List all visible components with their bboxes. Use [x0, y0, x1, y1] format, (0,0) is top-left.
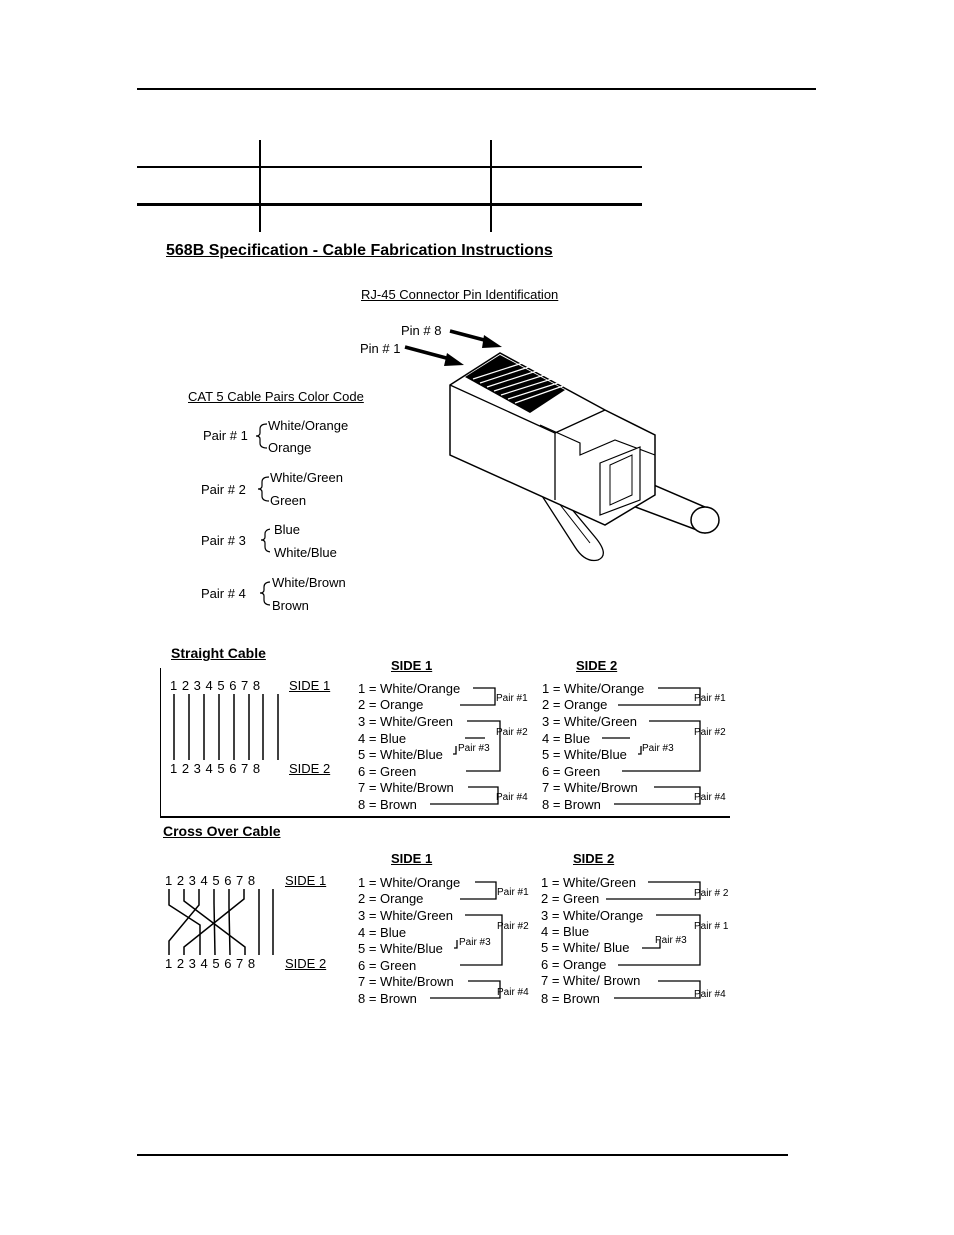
straight-s1-pair3: Pair #3	[458, 743, 490, 754]
straight-bottom-rule	[160, 816, 730, 818]
cross-s2-pin4: 4 = Blue	[541, 924, 590, 939]
pair2-label: Pair # 2	[201, 482, 246, 497]
page-title: 568B Specification - Cable Fabrication Instructions	[166, 242, 553, 259]
cross-s1-pair4: Pair #4	[497, 987, 529, 998]
cross-side1-pair-brackets	[420, 874, 520, 1004]
straight-s2-pair2: Pair #2	[694, 727, 726, 738]
straight-side1-header: SIDE 1	[391, 658, 433, 673]
crossover-wiring-diagram	[160, 885, 290, 957]
straight-side1-pair-brackets	[420, 680, 520, 810]
pair4-color-a: White/Brown	[272, 575, 346, 590]
cross-s2-pair-d: Pair #4	[694, 989, 726, 1000]
cross-pins-bottom: 1 2 3 4 5 6 7 8	[165, 956, 256, 971]
cross-s1-pin2: 2 = Orange	[358, 891, 424, 906]
cross-s1-pair3: Pair #3	[459, 937, 491, 948]
cross-s1-pin5: 5 = White/Blue	[358, 941, 443, 956]
cross-s1-pair2: Pair #2	[497, 921, 529, 932]
pair3-color-a: Blue	[274, 522, 301, 537]
connector-title: RJ-45 Connector Pin Identification	[361, 287, 559, 302]
straight-s1-pin1: 1 = White/Orange	[358, 681, 461, 696]
straight-s1-pin6: 6 = Green	[358, 764, 417, 779]
pair-braces	[250, 415, 270, 615]
cross-s2-pair-b: Pair # 1	[694, 921, 729, 932]
straight-title: Straight Cable	[171, 645, 266, 661]
cross-s2-pin2: 2 = Green	[541, 891, 600, 906]
straight-s1-pair4: Pair #4	[496, 792, 528, 803]
straight-wiring-diagram	[160, 690, 290, 762]
straight-s2-pin8: 8 = Brown	[542, 797, 601, 812]
table-col-line-2	[490, 140, 492, 232]
cross-s2-pin1: 1 = White/Green	[541, 875, 637, 890]
straight-s2-pair3: Pair #3	[642, 743, 674, 754]
straight-s2-pin6: 6 = Green	[542, 764, 601, 779]
straight-s1-pair2: Pair #2	[496, 727, 528, 738]
cross-s1-pin6: 6 = Green	[358, 958, 417, 973]
cross-title: Cross Over Cable	[163, 823, 281, 839]
pair1-color-a: White/Orange	[268, 418, 349, 433]
straight-s1-pin7: 7 = White/Brown	[358, 780, 454, 795]
straight-s1-pin4: 4 = Blue	[358, 731, 407, 746]
cross-s2-pin8: 8 = Brown	[541, 991, 600, 1006]
pair4-label: Pair # 4	[201, 586, 246, 601]
cross-s2-pair-a: Pair # 2	[694, 888, 729, 899]
pair3-color-b: White/Blue	[274, 545, 337, 560]
cross-s2-pin3: 3 = White/Orange	[541, 908, 644, 923]
table-row-line-2	[137, 203, 642, 206]
table-col-line-1	[259, 140, 261, 232]
pair4-color-b: Brown	[272, 598, 309, 613]
cross-side2-pair-brackets	[600, 874, 710, 1004]
cross-side2-header: SIDE 2	[573, 851, 615, 866]
cross-side1-label: SIDE 1	[285, 873, 327, 888]
straight-left-rule	[160, 668, 161, 816]
straight-side2-pair-brackets	[600, 680, 710, 810]
straight-s1-pin8: 8 = Brown	[358, 797, 417, 812]
cross-s1-pair1: Pair #1	[497, 887, 529, 898]
straight-pins-bottom: 1 2 3 4 5 6 7 8	[170, 761, 261, 776]
color-code-title: CAT 5 Cable Pairs Color Code	[188, 389, 364, 404]
cross-s1-pin8: 8 = Brown	[358, 991, 417, 1006]
cross-s2-pin6: 6 = Orange	[541, 957, 607, 972]
straight-s2-pair4: Pair #4	[694, 792, 726, 803]
cross-side2-label: SIDE 2	[285, 956, 327, 971]
straight-s2-pin1: 1 = White/Orange	[542, 681, 645, 696]
footer-rule	[137, 1154, 788, 1156]
straight-s2-pair1: Pair #1	[694, 693, 726, 704]
straight-s1-pair1: Pair #1	[496, 693, 528, 704]
straight-side1-label: SIDE 1	[289, 678, 331, 693]
rj45-connector-illustration	[350, 315, 760, 575]
cross-s2-pin7: 7 = White/ Brown	[541, 973, 641, 988]
straight-s2-pin7: 7 = White/Brown	[542, 780, 638, 795]
cross-s1-pin3: 3 = White/Green	[358, 908, 454, 923]
straight-s2-pin5: 5 = White/Blue	[542, 747, 627, 762]
cross-s2-pair-c: Pair #3	[655, 935, 687, 946]
straight-s2-pin3: 3 = White/Green	[542, 714, 638, 729]
pair3-label: Pair # 3	[201, 533, 246, 548]
straight-s1-pin3: 3 = White/Green	[358, 714, 454, 729]
straight-pins-top: 1 2 3 4 5 6 7 8	[170, 678, 261, 693]
straight-s1-pin2: 2 = Orange	[358, 697, 424, 712]
straight-s1-pin5: 5 = White/Blue	[358, 747, 443, 762]
pair1-label: Pair # 1	[203, 428, 248, 443]
header-rule	[137, 88, 816, 90]
straight-s2-pin2: 2 = Orange	[542, 697, 608, 712]
table-row-line-1	[137, 166, 642, 168]
pin8-label: Pin # 8	[401, 323, 442, 338]
cross-pins-top: 1 2 3 4 5 6 7 8	[165, 873, 256, 888]
straight-s2-pin4: 4 = Blue	[542, 731, 591, 746]
cross-s1-pin4: 4 = Blue	[358, 925, 407, 940]
straight-side2-header: SIDE 2	[576, 658, 618, 673]
straight-side2-label: SIDE 2	[289, 761, 331, 776]
pin1-label: Pin # 1	[360, 341, 401, 356]
cross-s1-pin1: 1 = White/Orange	[358, 875, 461, 890]
pair2-color-a: White/Green	[270, 470, 343, 485]
cross-s2-pin5: 5 = White/ Blue	[541, 940, 630, 955]
pair1-color-b: Orange	[268, 440, 312, 455]
cross-s1-pin7: 7 = White/Brown	[358, 974, 454, 989]
pair2-color-b: Green	[270, 493, 307, 508]
cross-side1-header: SIDE 1	[391, 851, 433, 866]
